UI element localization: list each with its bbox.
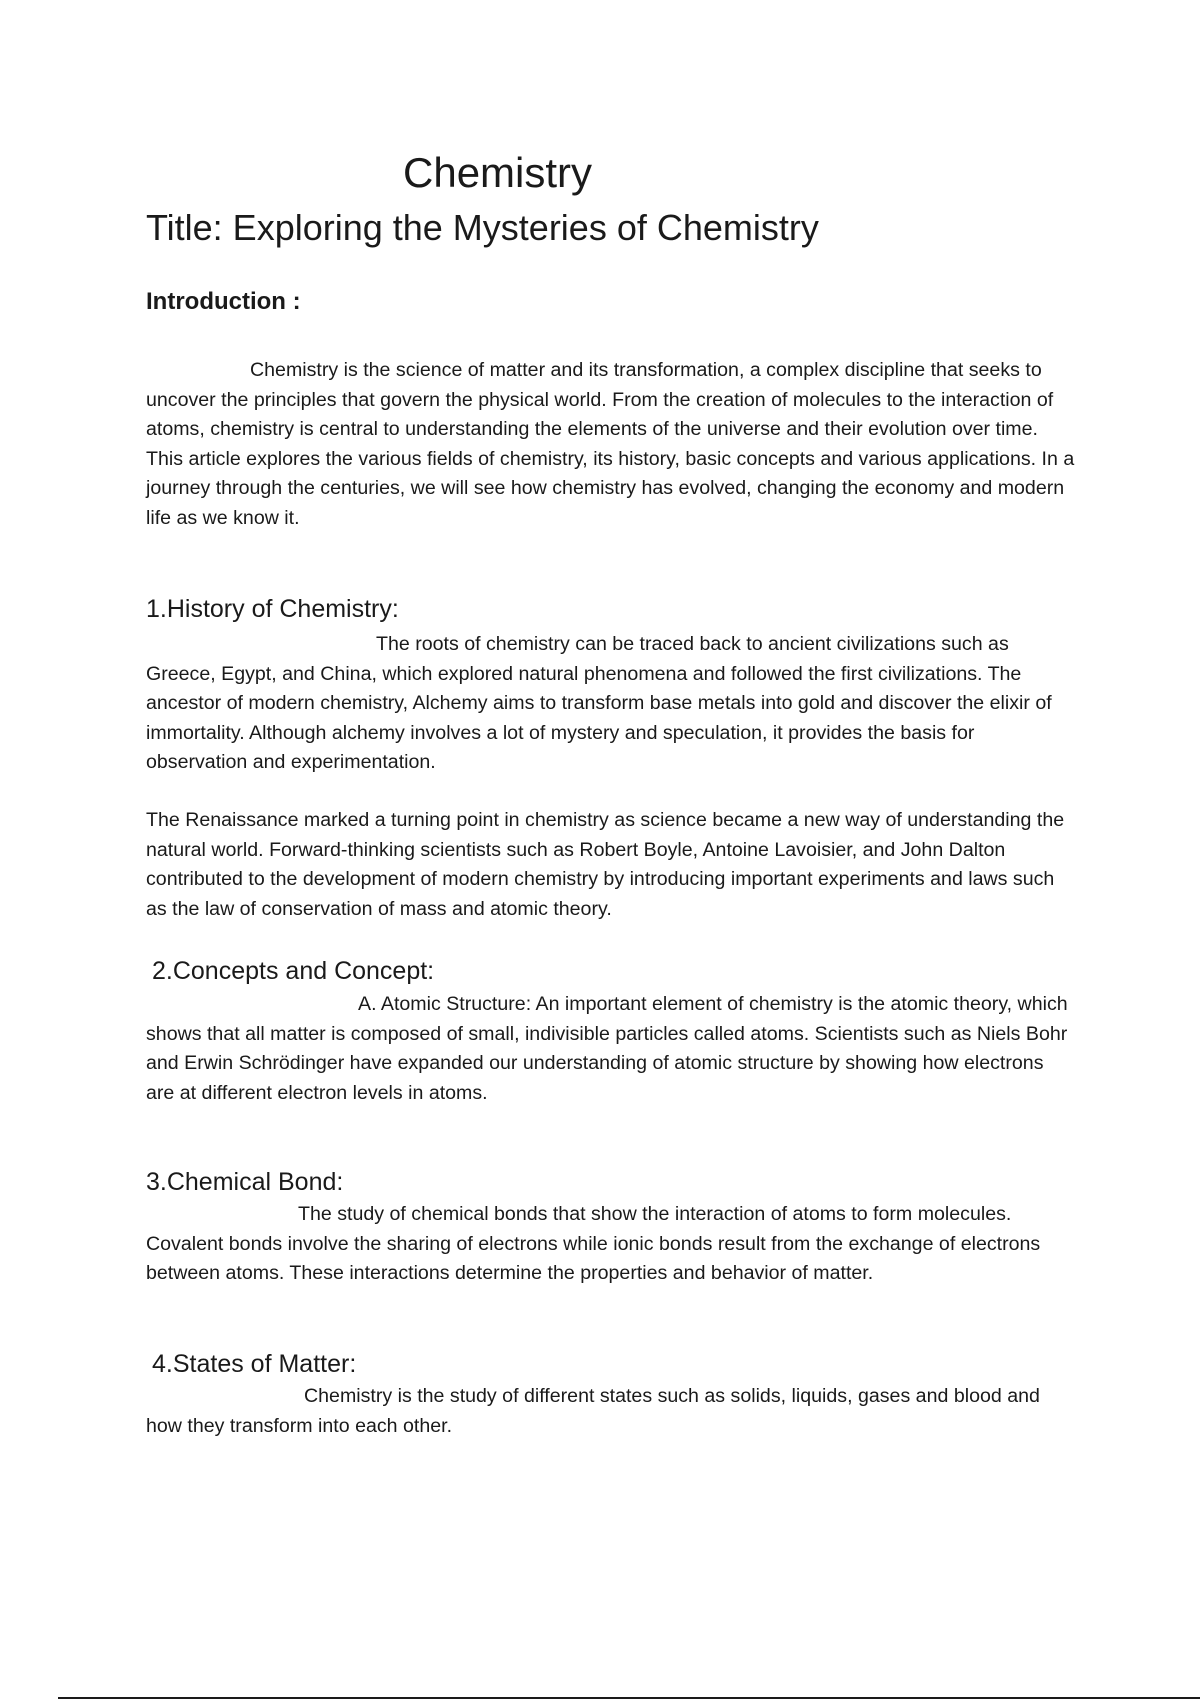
concepts-paragraph: A. Atomic Structure: An important element of chemistry is the atomic theory, which shows that all matter is composed of small, indivisible particles called atoms. Scientists such as Niels Bohr and Erwin Schrödinger have expanded our understanding of atomic structure by showing how electrons are at different electron levels in atoms.: [146, 993, 1068, 1104]
history-paragraph-1: The roots of chemistry can be traced back to ancient civilizations such as Greece, Egypt, and China, which explored natural phenomena and followed the first civilizations. The ancestor of modern chemistry, Alchemy aims to transform base metals into gold and discover the elixir of immortality. Although alchemy involves a lot of mystery and speculation, it provides the basis for observation and experimentation.: [146, 633, 1052, 773]
introduction-paragraph: Chemistry is the science of matter and its transformation, a complex discipline that seeks to uncover the principles that govern the physical world. From the creation of molecules to the interaction of atoms, chemistry is central to understanding the elements of the universe and their evolution over time. This article explores the various fields of chemistry, its history, basic concepts and various applications. In a journey through the centuries, we will see how chemistry has evolved, changing the economy and modern life as we know it.: [146, 359, 1075, 529]
document-subtitle: Title: Exploring the Mysteries of Chemistry: [146, 207, 819, 248]
chemical-bond-paragraph: The study of chemical bonds that show the interaction of atoms to form molecules. Covalent bonds involve the sharing of electrons while ionic bonds result from the exchange of electrons between atoms. These interactions determine the properties and behavior of matter.: [146, 1203, 1041, 1284]
history-paragraph-2: The Renaissance marked a turning point in chemistry as science became a new way of understanding the natural world. Forward-thinking scientists such as Robert Boyle, Antoine Lavoisier, and John Dalton contributed to the development of modern chemistry by introducing important experiments and laws such as the law of conservation of mass and atomic theory.: [146, 809, 1065, 920]
introduction-heading: Introduction :: [146, 288, 301, 315]
section-heading-chemical-bond: 3.Chemical Bond:: [146, 1168, 344, 1196]
document-title: Chemistry: [403, 149, 593, 196]
section-heading-history: 1.History of Chemistry:: [146, 595, 399, 623]
states-of-matter-paragraph: Chemistry is the study of different states such as solids, liquids, gases and blood and how they transform into each other.: [146, 1385, 1040, 1437]
page-bottom-divider: [58, 1697, 1200, 1699]
section-heading-states-of-matter: 4.States of Matter:: [152, 1350, 357, 1378]
section-heading-concepts: 2.Concepts and Concept:: [152, 957, 435, 985]
